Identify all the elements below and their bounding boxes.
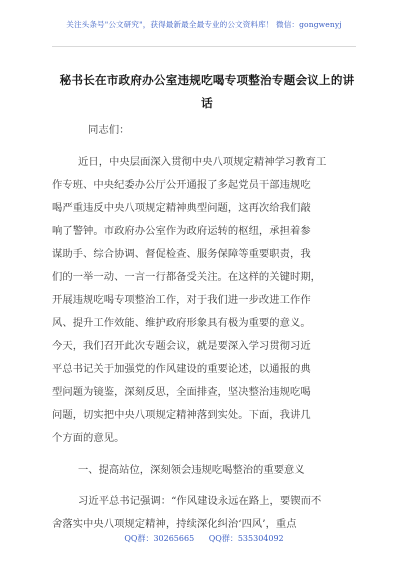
body-line: 响了警钟。市政府办公室作为政府运转的枢纽，承担着参 bbox=[52, 225, 311, 237]
body-line: 今天，我们召开此次专题会议，就是要深入学习贯彻习近 bbox=[52, 340, 311, 352]
section-heading: 一、提高站位，深刻领会违规吃喝整治的重要意义 bbox=[78, 464, 305, 476]
body-line: 平总书记关于加强党的作风建设的重要论述，以通报的典 bbox=[52, 363, 311, 375]
body-line: 作专班、中央纪委办公厅公开通报了多起党员干部违规吃 bbox=[52, 179, 311, 191]
body-line: 型问题为镜鉴，深刻反思，全面排查，坚决整治违规吃喝 bbox=[52, 386, 311, 398]
body-line: 舍落实中央八项规定精神，持续深化纠治‘四风’，重点 bbox=[52, 518, 297, 530]
body-line: 问题，切实把中央八项规定精神落到实处。下面，我讲几 bbox=[52, 409, 311, 421]
header-divider bbox=[52, 46, 356, 47]
body-line: 们的一举一动、一言一行都备受关注。在这样的关键时期， bbox=[52, 271, 322, 283]
body-line: 个方面的意见。 bbox=[52, 432, 125, 444]
body-line: 近日，中央层面深入贯彻中央八项规定精神学习教育工 bbox=[78, 156, 327, 168]
body-line: 开展违规吃喝专项整治工作，对于我们进一步改进工作作 bbox=[52, 294, 311, 306]
footer-qq-group-2: QQ群：535304092 bbox=[208, 534, 284, 543]
document-title bbox=[52, 69, 362, 115]
title-line-2: 话 bbox=[201, 96, 213, 110]
header-banner: 关注头条号"公文研究"，获得最新最全最专业的公文资料库！ 微信：gongwenyj bbox=[66, 20, 342, 29]
body-line: 风、提升工作效能、维护政府形象具有极为重要的意义。 bbox=[52, 317, 311, 329]
body-line: 谋助手、综合协调、督促检查、服务保障等重要职责，我 bbox=[52, 248, 311, 260]
body-line: 习近平总书记强调：“作风建设永远在路上，要锲而不 bbox=[78, 495, 322, 507]
greeting: 同志们： bbox=[88, 124, 130, 136]
title-line-1: 秘书长在市政府办公室违规吃喝专项整治专题会议上的讲 bbox=[59, 73, 355, 87]
footer-qq-group-1: QQ群：30265665 bbox=[124, 534, 195, 543]
footer bbox=[0, 533, 408, 544]
body-line: 喝严重违反中央八项规定精神典型问题，这再次给我们敲 bbox=[52, 202, 311, 214]
